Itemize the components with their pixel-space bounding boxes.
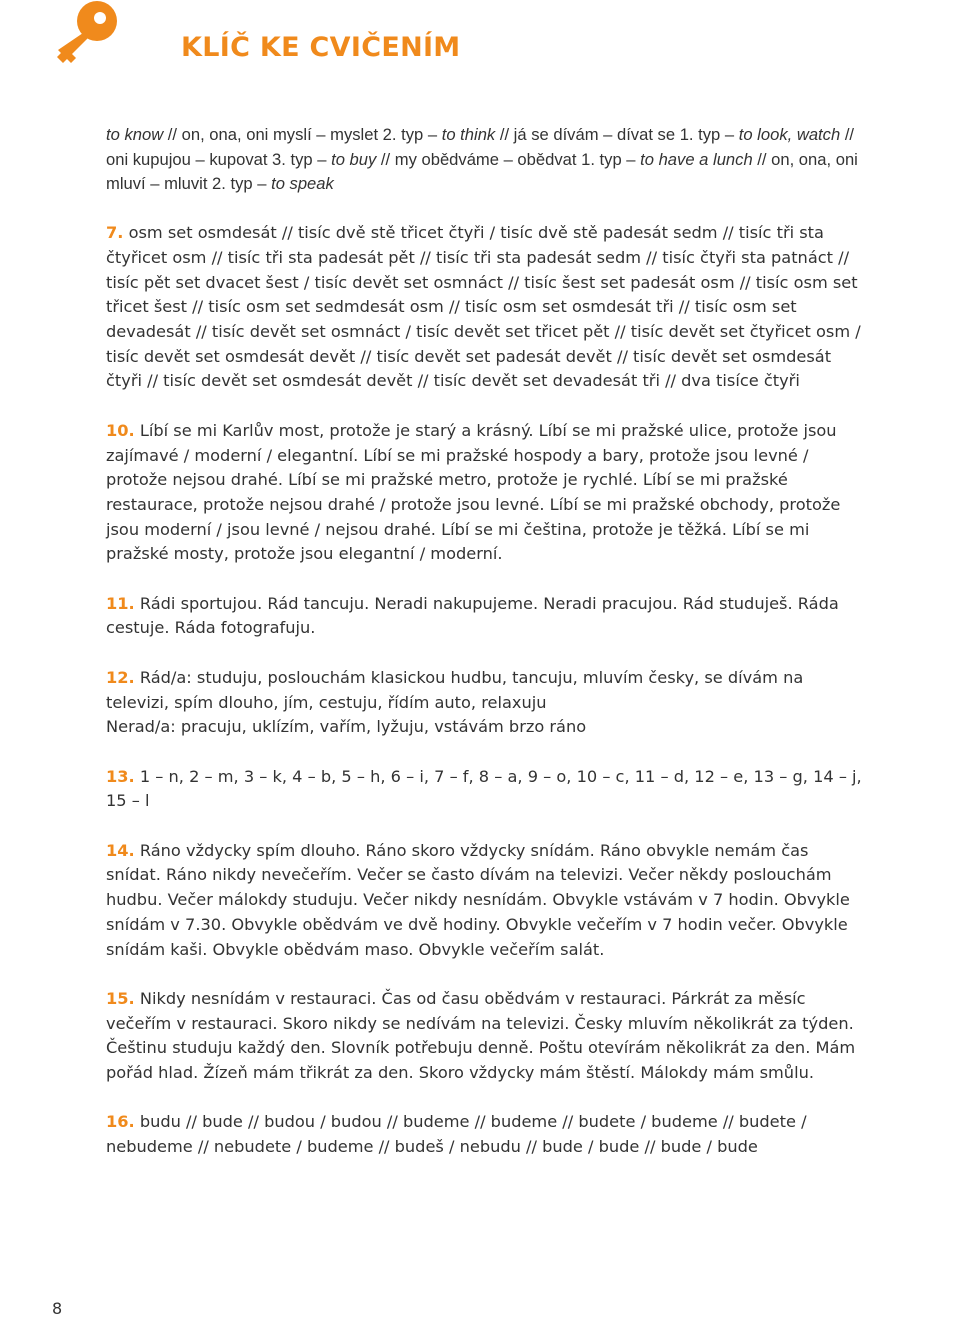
key-hole (94, 12, 106, 24)
answer-key-content (106, 123, 866, 1160)
exercise-number: 12. (106, 667, 135, 687)
exercise-number: 10. (106, 420, 135, 440)
exercise-text: budu // bude // budou / budou // budeme // budeme // budete / budeme // budete / nebudeme // nebudete / budeme // budeš / nebudu // bude / bude // bude / bude (106, 1112, 807, 1157)
exercise-number: 15. (106, 988, 135, 1008)
text-fragment: to think (441, 125, 496, 144)
exercise-extra-line: Nerad/a: pracuju, uklízím, vařím, lyžuju, vstávám brzo ráno (106, 717, 587, 737)
text-fragment: to speak (271, 174, 334, 193)
text-fragment: // oni kupujou – kupovat 3. typ – (106, 125, 855, 169)
exercise-16 (106, 1110, 866, 1159)
exercise-13 (106, 765, 866, 814)
exercise-text: osm set osmdesát // tisíc dvě stě třicet čtyři / tisíc dvě stě padesát sedm // tisíc tři sta čtyřicet osm // tisíc tři sta padesát pět // tisíc tři sta padesát sedm // tisíc čtyři sta patnáct // tisíc pět set dvacet šest / tisíc devět set osmnáct // tisíc šest set padesát osm // tisíc osm set třicet šest // tisíc osm set sedmdesát osm // tisíc osm set osmdesát tři // tisíc osm set devadesát // tisíc devět set osmnáct / tisíc devět set třicet pět // tisíc devět set čtyřicet osm / tisíc devět set osmdesát devět // tisíc devět set padesát devět // tisíc devět set osmdesát čtyři // tisíc devět set osmdesát devět // tisíc devět set devadesát tři // dva tisíce čtyři (106, 223, 861, 391)
continuation-paragraph (106, 123, 866, 197)
exercise-text: Líbí se mi Karlův most, protože je starý a krásný. Líbí se mi pražské ulice, protože jsou zajímavé / moderní / elegantní. Líbí se mi pražské hospody a bary, protože jsou levné / protože nejsou drahé. Líbí se mi pražské metro, protože je rychlé. Líbí se mi pražské restaurace, protože nejsou drahé / protože jsou levné. Líbí se mi pražské obchody, protože jsou moderní / jsou levné / nejsou drahé. Líbí se mi čeština, protože je těžká. Líbí se mi pražské mosty, protože jsou elegantní / moderní. (106, 420, 841, 564)
text-fragment: to look, watch (738, 125, 841, 144)
exercise-15 (106, 987, 866, 1086)
exercise-number: 7. (106, 223, 124, 243)
text-fragment: // on, ona, oni mluví – mluvit 2. typ – (106, 149, 858, 193)
text-fragment: to know (106, 125, 164, 144)
exercise-7 (106, 221, 866, 394)
exercise-text: 1 – n, 2 – m, 3 – k, 4 – b, 5 – h, 6 – i, 7 – f, 8 – a, 9 – o, 10 – c, 11 – d, 12 – e, 13 – g, 14 – j, 15 – l (106, 766, 862, 811)
exercise-number: 16. (106, 1112, 135, 1132)
exercise-text: Rádi sportujou. Rád tancuju. Neradi nakupujeme. Neradi pracujou. Rád studuješ. Ráda cestuje. Ráda fotografuju. (106, 593, 839, 638)
exercise-number: 14. (106, 840, 135, 860)
exercise-14 (106, 839, 866, 963)
exercise-number: 11. (106, 593, 135, 613)
exercise-text: Ráno vždycky spím dlouho. Ráno skoro vždycky snídám. Ráno obvykle nemám čas snídat. Ráno nikdy nevečeřím. Večer se často dívám na televizi. Večer někdy poslouchám hudbu. Večer málokdy studuju. Večer nikdy nesnídám. Obvykle vstávám v 7 hodin. Obvykle snídám v 7.30. Obvykle obědvám ve dvě hodiny. Obvykle večeřím v 7 hodin večer. Obvykle snídám kaši. Obvykle obědvám maso. Obvykle večeřím salát. (106, 840, 850, 959)
text-fragment: // já se dívám – dívat se 1. typ – (495, 125, 739, 144)
exercise-text: Nikdy nesnídám v restauraci. Čas od času obědvám v restauraci. Párkrát za měsíc večeřím v restauraci. Skoro nikdy se nedívám na televizi. Česky mluvím několikrát za týden. Češtinu studuju každý den. Slovník potřebuju denně. Poštu otevírám několikrát za den. Mám pořád hlad. Žízeň mám třikrát za den. Skoro vždycky mám štěstí. Málokdy mám smůlu. (106, 988, 856, 1082)
exercise-text: Rád/a: studuju, poslouchám klasickou hudbu, tancuju, mluvím česky, se dívám na televizi, spím dlouho, jím, cestuju, řídím auto, relaxuju (106, 667, 804, 712)
key-shape (57, 1, 117, 63)
exercise-12 (106, 666, 866, 740)
page-number: 8 (52, 1299, 63, 1318)
text-fragment: to have a lunch (640, 149, 753, 169)
text-fragment: to buy (331, 149, 377, 169)
text-fragment: // my obědváme – obědvat 1. typ – (376, 149, 641, 169)
exercise-11 (106, 592, 866, 641)
text-fragment: // on, ona, oni myslí – myslet 2. typ – (163, 125, 442, 144)
page-title: KLÍČ KE CVIČENÍM (181, 32, 461, 63)
exercise-number: 13. (106, 766, 135, 786)
exercise-10 (106, 419, 866, 567)
key-icon (50, 0, 120, 68)
